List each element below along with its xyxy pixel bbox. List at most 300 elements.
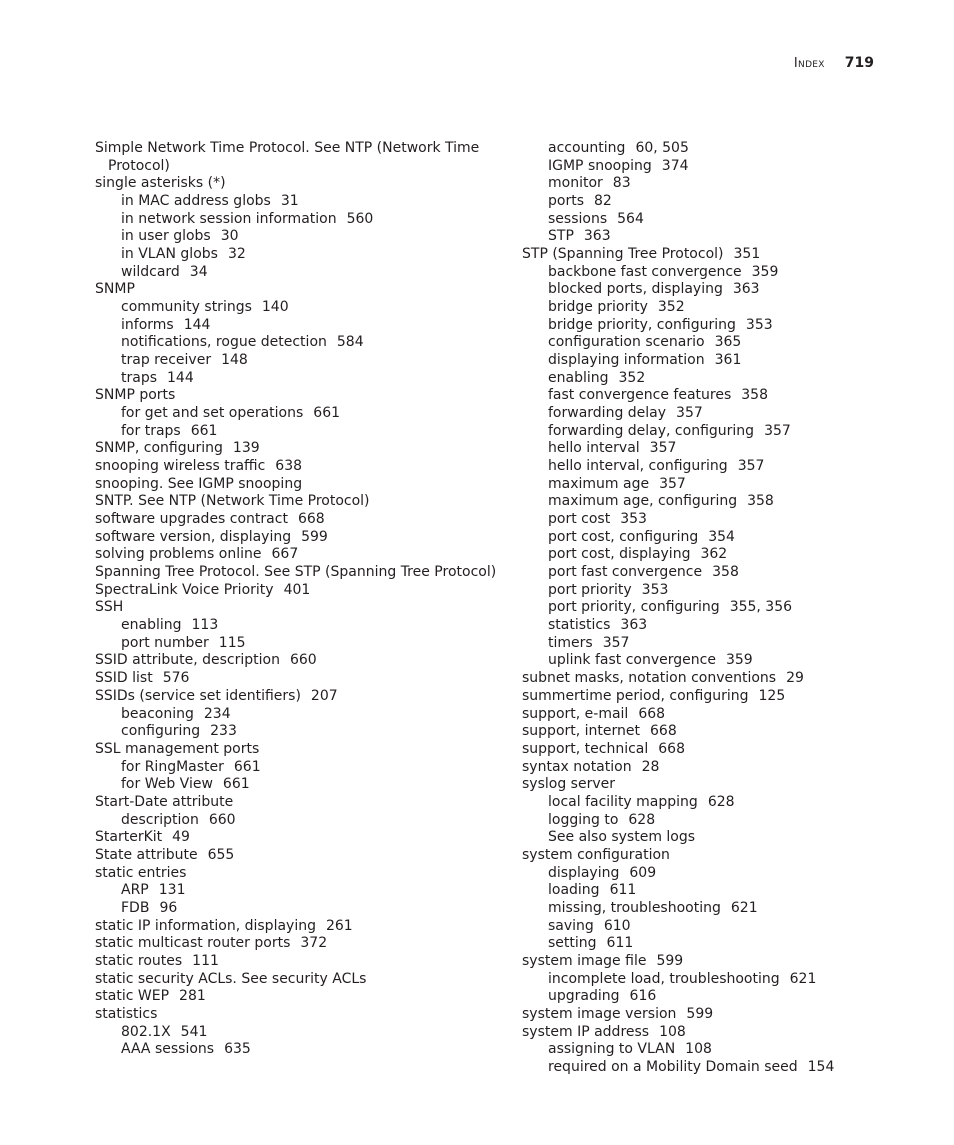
entry-page-ref: 234: [203, 705, 231, 722]
index-subentry: [522, 582, 922, 600]
index-entry: [95, 511, 505, 529]
entry-page-ref: 351: [733, 246, 761, 263]
entry-page-ref: 661: [233, 758, 261, 775]
entry-page-ref: 560: [346, 210, 374, 227]
entry-term: SpectraLink Voice Priority: [95, 581, 274, 598]
index-entry: [95, 564, 505, 582]
index-entry: [522, 953, 922, 971]
entry-term: required on a Mobility Domain seed: [548, 1058, 798, 1075]
entry-page-ref: 609: [629, 864, 657, 881]
entry-term: logging to: [548, 811, 619, 828]
entry-term: informs: [121, 316, 174, 333]
entry-page-ref: 29: [786, 670, 804, 687]
entry-page-ref: 131: [158, 882, 186, 899]
index-subentry: [522, 529, 922, 547]
entry-term: SSH: [95, 599, 124, 616]
entry-page-ref: 144: [183, 316, 211, 333]
entry-page-ref: 668: [658, 740, 685, 757]
index-subentry: [522, 264, 922, 282]
entry-page-ref: 354: [708, 528, 735, 545]
index-entry: [522, 246, 922, 264]
index-entry: [95, 847, 505, 865]
index-subentry: [522, 882, 922, 900]
entry-page-ref: 362: [700, 546, 728, 563]
entry-page-ref: 60, 505: [635, 140, 689, 156]
index-subentry: [95, 1024, 505, 1042]
entry-page-ref: 32: [227, 246, 246, 263]
entry-term: AAA sessions: [121, 1041, 215, 1058]
index-subentry: [95, 1041, 505, 1059]
entry-term: port fast convergence: [548, 564, 703, 581]
index-subentry: [522, 334, 922, 352]
index-subentry: [522, 564, 922, 582]
entry-page-ref: 661: [313, 405, 341, 422]
index-subentry: [522, 458, 922, 476]
page-number: 719: [844, 55, 874, 71]
entry-term: maximum age, configuring: [548, 493, 738, 510]
index-subentry: [95, 882, 505, 900]
index-subentry: [95, 617, 505, 635]
index-subentry: [522, 794, 922, 812]
index-subentry: [522, 635, 922, 653]
page-header: [794, 55, 874, 71]
entry-page-ref: 621: [789, 970, 817, 987]
entry-page-ref: 584: [336, 334, 364, 351]
entry-term: static entries: [95, 864, 187, 881]
entry-term: support, internet: [522, 723, 641, 740]
entry-term: bridge priority: [548, 299, 648, 316]
entry-page-ref: 83: [612, 175, 631, 192]
index-entry: [95, 741, 505, 759]
entry-page-ref: 661: [190, 422, 218, 439]
entry-term: port priority: [548, 581, 632, 598]
entry-term: for get and set operations: [121, 405, 304, 422]
index-subentry: [522, 193, 922, 211]
entry-page-ref: 49: [172, 829, 190, 846]
index-subentry: [522, 900, 922, 918]
index-subentry: [522, 299, 922, 317]
entry-page-ref: 357: [602, 634, 630, 651]
index-subentry: [95, 405, 505, 423]
index-entry: [95, 529, 505, 547]
entry-page-ref: 108: [685, 1041, 712, 1058]
entry-term: system IP address: [522, 1023, 650, 1040]
entry-page-ref: 628: [707, 793, 735, 810]
entry-term: fast convergence features: [548, 387, 732, 404]
entry-page-ref: 96: [159, 899, 178, 916]
entry-page-ref: 111: [192, 952, 219, 969]
index-column-right: [522, 140, 922, 1077]
entry-page-ref: 357: [649, 440, 677, 457]
index-subentry: [95, 193, 505, 211]
entry-page-ref: 125: [758, 687, 786, 704]
index-entry: [95, 670, 505, 688]
entry-page-ref: 616: [629, 988, 657, 1005]
entry-page-ref: 357: [737, 458, 765, 475]
entry-term: static IP information, displaying: [95, 917, 316, 934]
entry-term: configuring: [121, 723, 201, 740]
entry-page-ref: 144: [167, 369, 194, 386]
entry-term: displaying information: [548, 352, 705, 369]
entry-term: port cost, displaying: [548, 546, 691, 563]
entry-term: forwarding delay, configuring: [548, 422, 755, 439]
entry-page-ref: 365: [714, 334, 742, 351]
entry-page-ref: 635: [224, 1041, 251, 1058]
entry-page-ref: 357: [676, 405, 703, 422]
entry-page-ref: 611: [609, 882, 637, 899]
entry-term: displaying: [548, 864, 620, 881]
entry-term: beaconing: [121, 705, 194, 722]
index-entry: [95, 971, 505, 989]
index-entry: [95, 988, 505, 1006]
entry-page-ref: 281: [179, 988, 206, 1005]
entry-term: State attribute: [95, 846, 198, 863]
index-subentry: [522, 1041, 922, 1059]
entry-page-ref: 576: [162, 670, 190, 687]
entry-term: port number: [121, 634, 209, 651]
index-subentry: [522, 317, 922, 335]
index-subentry: [95, 264, 505, 282]
entry-page-ref: 668: [297, 511, 325, 528]
index-entry: [95, 953, 505, 971]
entry-term: missing, troubleshooting: [548, 899, 721, 916]
index-subentry: [95, 900, 505, 918]
entry-term: bridge priority, configuring: [548, 316, 736, 333]
index-entry: [95, 1006, 505, 1024]
entry-term: StarterKit: [95, 829, 163, 846]
index-entry: [95, 582, 505, 600]
entry-page-ref: 599: [686, 1005, 714, 1022]
entry-term: SSID list: [95, 670, 153, 687]
index-entry: [522, 847, 922, 865]
index-subentry: [522, 370, 922, 388]
entry-term: timers: [548, 634, 593, 651]
entry-page-ref: 261: [325, 917, 353, 934]
index-entry: [95, 175, 505, 193]
entry-term: enabling: [121, 617, 182, 634]
entry-page-ref: 599: [656, 952, 684, 969]
index-subentry: [95, 334, 505, 352]
entry-term: Simple Network Time Protocol. See NTP (Network Time Protocol): [95, 140, 480, 174]
entry-page-ref: 372: [300, 935, 328, 952]
index-subentry: [522, 281, 922, 299]
entry-term: 802.1X: [121, 1023, 171, 1040]
entry-page-ref: 668: [638, 705, 666, 722]
index-subentry: [522, 228, 922, 246]
index-subentry: [522, 387, 922, 405]
entry-term: static WEP: [95, 988, 170, 1005]
entry-term: support, technical: [522, 740, 649, 757]
index-subentry: [95, 317, 505, 335]
entry-page-ref: 207: [310, 687, 338, 704]
index-entry: [522, 723, 922, 741]
index-subentry: [95, 423, 505, 441]
entry-page-ref: 357: [659, 475, 686, 492]
index-subentry: [522, 423, 922, 441]
entry-term: trap receiver: [121, 352, 212, 369]
entry-page-ref: 139: [232, 440, 260, 457]
entry-term: SNMP ports: [95, 387, 176, 404]
index-subentry: [522, 211, 922, 229]
entry-term: loading: [548, 882, 600, 899]
entry-term: traps: [121, 369, 158, 386]
index-subentry: [522, 493, 922, 511]
index-entry: [95, 935, 505, 953]
index-subentry: [522, 175, 922, 193]
entry-page-ref: 363: [620, 617, 648, 634]
index-subentry: [522, 599, 922, 617]
entry-term: system configuration: [522, 846, 670, 863]
index-subentry: [522, 158, 922, 176]
entry-term: uplink fast convergence: [548, 652, 716, 669]
entry-page-ref: 355, 356: [729, 599, 793, 616]
entry-page-ref: 638: [275, 458, 303, 475]
entry-page-ref: 660: [208, 811, 236, 828]
index-subentry: [95, 759, 505, 777]
entry-term: statistics: [548, 617, 611, 634]
entry-term: snooping. See IGMP snooping: [95, 475, 303, 492]
entry-page-ref: 401: [283, 581, 311, 598]
index-subentry: [95, 299, 505, 317]
entry-term: ARP: [121, 882, 149, 899]
entry-term: enabling: [548, 369, 609, 386]
index-entry: [522, 759, 922, 777]
index-subentry: [95, 776, 505, 794]
entry-term: backbone fast convergence: [548, 263, 742, 280]
entry-page-ref: 564: [617, 210, 644, 227]
entry-page-ref: 140: [261, 299, 289, 316]
entry-term: in network session information: [121, 210, 337, 227]
index-entry: [522, 1024, 922, 1042]
entry-term: port cost: [548, 511, 611, 528]
entry-page-ref: 361: [714, 352, 742, 369]
entry-term: ports: [548, 193, 584, 210]
entry-page-ref: 82: [594, 193, 612, 210]
index-entry: [95, 476, 505, 494]
entry-page-ref: 108: [659, 1023, 686, 1040]
entry-term: SNMP, configuring: [95, 440, 223, 457]
entry-term: system image version: [522, 1005, 677, 1022]
entry-term: saving: [548, 917, 594, 934]
entry-page-ref: 661: [222, 776, 250, 793]
entry-term: monitor: [548, 175, 603, 192]
index-entry: [522, 741, 922, 759]
index-entry: [522, 670, 922, 688]
index-subentry: [522, 829, 922, 847]
entry-term: for Web View: [121, 776, 213, 793]
entry-page-ref: 28: [641, 758, 660, 775]
entry-term: Start-Date attribute: [95, 793, 234, 810]
index-subentry: [95, 211, 505, 229]
index-subentry: [95, 706, 505, 724]
entry-term: in VLAN globs: [121, 246, 218, 263]
entry-term: accounting: [548, 140, 626, 156]
index-entry: [95, 688, 505, 706]
index-subentry: [95, 723, 505, 741]
entry-term: system image file: [522, 952, 647, 969]
entry-term: software upgrades contract: [95, 511, 288, 528]
entry-term: wildcard: [121, 263, 180, 280]
entry-page-ref: 353: [620, 511, 647, 528]
entry-term: STP (Spanning Tree Protocol): [522, 246, 724, 263]
entry-term: assigning to VLAN: [548, 1041, 676, 1058]
running-title: Index: [793, 56, 825, 71]
entry-term: SSL management ports: [95, 740, 260, 757]
index-subentry: [522, 405, 922, 423]
entry-page-ref: 357: [764, 422, 791, 439]
entry-term: hello interval: [548, 440, 640, 457]
entry-term: syslog server: [522, 776, 615, 793]
entry-term: snooping wireless traffic: [95, 458, 266, 475]
entry-term: FDB: [121, 899, 150, 916]
index-entry: [95, 546, 505, 564]
entry-term: community strings: [121, 299, 252, 316]
index-subentry: [522, 352, 922, 370]
entry-term: local facility mapping: [548, 793, 698, 810]
entry-term: blocked ports, displaying: [548, 281, 723, 298]
index-entry: [522, 706, 922, 724]
entry-term: SSID attribute, description: [95, 652, 280, 669]
index-entry: [95, 440, 505, 458]
entry-term: static multicast router ports: [95, 935, 291, 952]
entry-term: summertime period, configuring: [522, 687, 749, 704]
index-subentry: [95, 635, 505, 653]
index-subentry: [522, 546, 922, 564]
index-subentry: [95, 246, 505, 264]
index-column-left: [95, 140, 505, 1059]
index-subentry: [522, 617, 922, 635]
entry-page-ref: 621: [730, 899, 758, 916]
entry-page-ref: 628: [628, 811, 656, 828]
entry-term: hello interval, configuring: [548, 458, 728, 475]
entry-page-ref: 358: [741, 387, 768, 404]
entry-term: for traps: [121, 422, 181, 439]
index-subentry: [522, 140, 922, 158]
index-entry: [95, 794, 505, 812]
entry-term: port priority, configuring: [548, 599, 720, 616]
entry-term: in MAC address globs: [121, 193, 271, 210]
entry-term: STP: [548, 228, 574, 245]
entry-term: static security ACLs. See security ACLs: [95, 970, 367, 987]
entry-page-ref: 599: [301, 528, 328, 545]
index-entry: [95, 387, 505, 405]
entry-term: sessions: [548, 210, 608, 227]
index-subentry: [522, 971, 922, 989]
entry-page-ref: 660: [289, 652, 317, 669]
entry-term: maximum age: [548, 475, 650, 492]
index-subentry: [95, 352, 505, 370]
entry-term: support, e-mail: [522, 705, 629, 722]
entry-term: statistics: [95, 1005, 158, 1022]
entry-page-ref: 363: [583, 228, 611, 245]
entry-term: IGMP snooping: [548, 157, 652, 174]
entry-term: configuration scenario: [548, 334, 705, 351]
entry-page-ref: 541: [180, 1023, 208, 1040]
entry-page-ref: 233: [210, 723, 237, 740]
entry-page-ref: 154: [807, 1058, 835, 1075]
entry-page-ref: 148: [221, 352, 248, 369]
index-subentry: [522, 812, 922, 830]
entry-page-ref: 115: [218, 634, 246, 651]
entry-term: See also system logs: [548, 829, 696, 846]
entry-term: SNTP. See NTP (Network Time Protocol): [95, 493, 370, 510]
index-subentry: [522, 440, 922, 458]
entry-term: notifications, rogue detection: [121, 334, 327, 351]
index-entry: [95, 140, 505, 175]
entry-page-ref: 30: [220, 228, 239, 245]
index-entry: [95, 918, 505, 936]
entry-term: upgrading: [548, 988, 620, 1005]
index-entry: [95, 281, 505, 299]
entry-term: syntax notation: [522, 758, 632, 775]
entry-page-ref: 667: [271, 546, 299, 563]
index-entry: [95, 599, 505, 617]
index-subentry: [95, 370, 505, 388]
index-entry: [95, 652, 505, 670]
entry-term: incomplete load, troubleshooting: [548, 970, 780, 987]
entry-term: solving problems online: [95, 546, 262, 563]
entry-page-ref: 352: [618, 369, 646, 386]
entry-term: SSIDs (service set identifiers): [95, 687, 301, 704]
index-entry: [95, 829, 505, 847]
entry-term: for RingMaster: [121, 758, 224, 775]
entry-page-ref: 358: [747, 493, 774, 510]
entry-page-ref: 359: [725, 652, 753, 669]
entry-page-ref: 353: [641, 581, 669, 598]
index-entry: [522, 776, 922, 794]
entry-page-ref: 352: [657, 299, 685, 316]
entry-page-ref: 374: [661, 157, 689, 174]
entry-term: setting: [548, 935, 597, 952]
entry-page-ref: 668: [650, 723, 677, 740]
index-subentry: [522, 935, 922, 953]
entry-term: static routes: [95, 952, 183, 969]
entry-page-ref: 31: [280, 193, 299, 210]
entry-page-ref: 113: [191, 617, 219, 634]
index-subentry: [522, 511, 922, 529]
entry-term: Spanning Tree Protocol. See STP (Spanning Tree Protocol): [95, 564, 497, 581]
index-entry: [95, 865, 505, 883]
entry-page-ref: 610: [603, 917, 631, 934]
entry-term: port cost, configuring: [548, 528, 699, 545]
index-subentry: [522, 865, 922, 883]
entry-term: SNMP: [95, 281, 135, 298]
entry-page-ref: 358: [712, 564, 739, 581]
index-entry: [95, 493, 505, 511]
index-subentry: [95, 228, 505, 246]
index-entry: [95, 458, 505, 476]
index-entry: [522, 688, 922, 706]
index-subentry: [522, 988, 922, 1006]
index-subentry: [95, 812, 505, 830]
entry-term: software version, displaying: [95, 528, 292, 545]
entry-term: single asterisks (*): [95, 175, 226, 192]
entry-page-ref: 655: [207, 846, 235, 863]
index-subentry: [522, 918, 922, 936]
entry-page-ref: 611: [606, 935, 634, 952]
entry-page-ref: 353: [745, 316, 773, 333]
entry-term: subnet masks, notation conventions: [522, 670, 777, 687]
index-subentry: [522, 652, 922, 670]
entry-page-ref: 363: [732, 281, 760, 298]
index-subentry: [522, 476, 922, 494]
entry-term: forwarding delay: [548, 405, 667, 422]
entry-page-ref: 359: [751, 263, 779, 280]
entry-page-ref: 34: [189, 263, 208, 280]
index-subentry: [522, 1059, 922, 1077]
entry-term: description: [121, 811, 199, 828]
entry-term: in user globs: [121, 228, 211, 245]
